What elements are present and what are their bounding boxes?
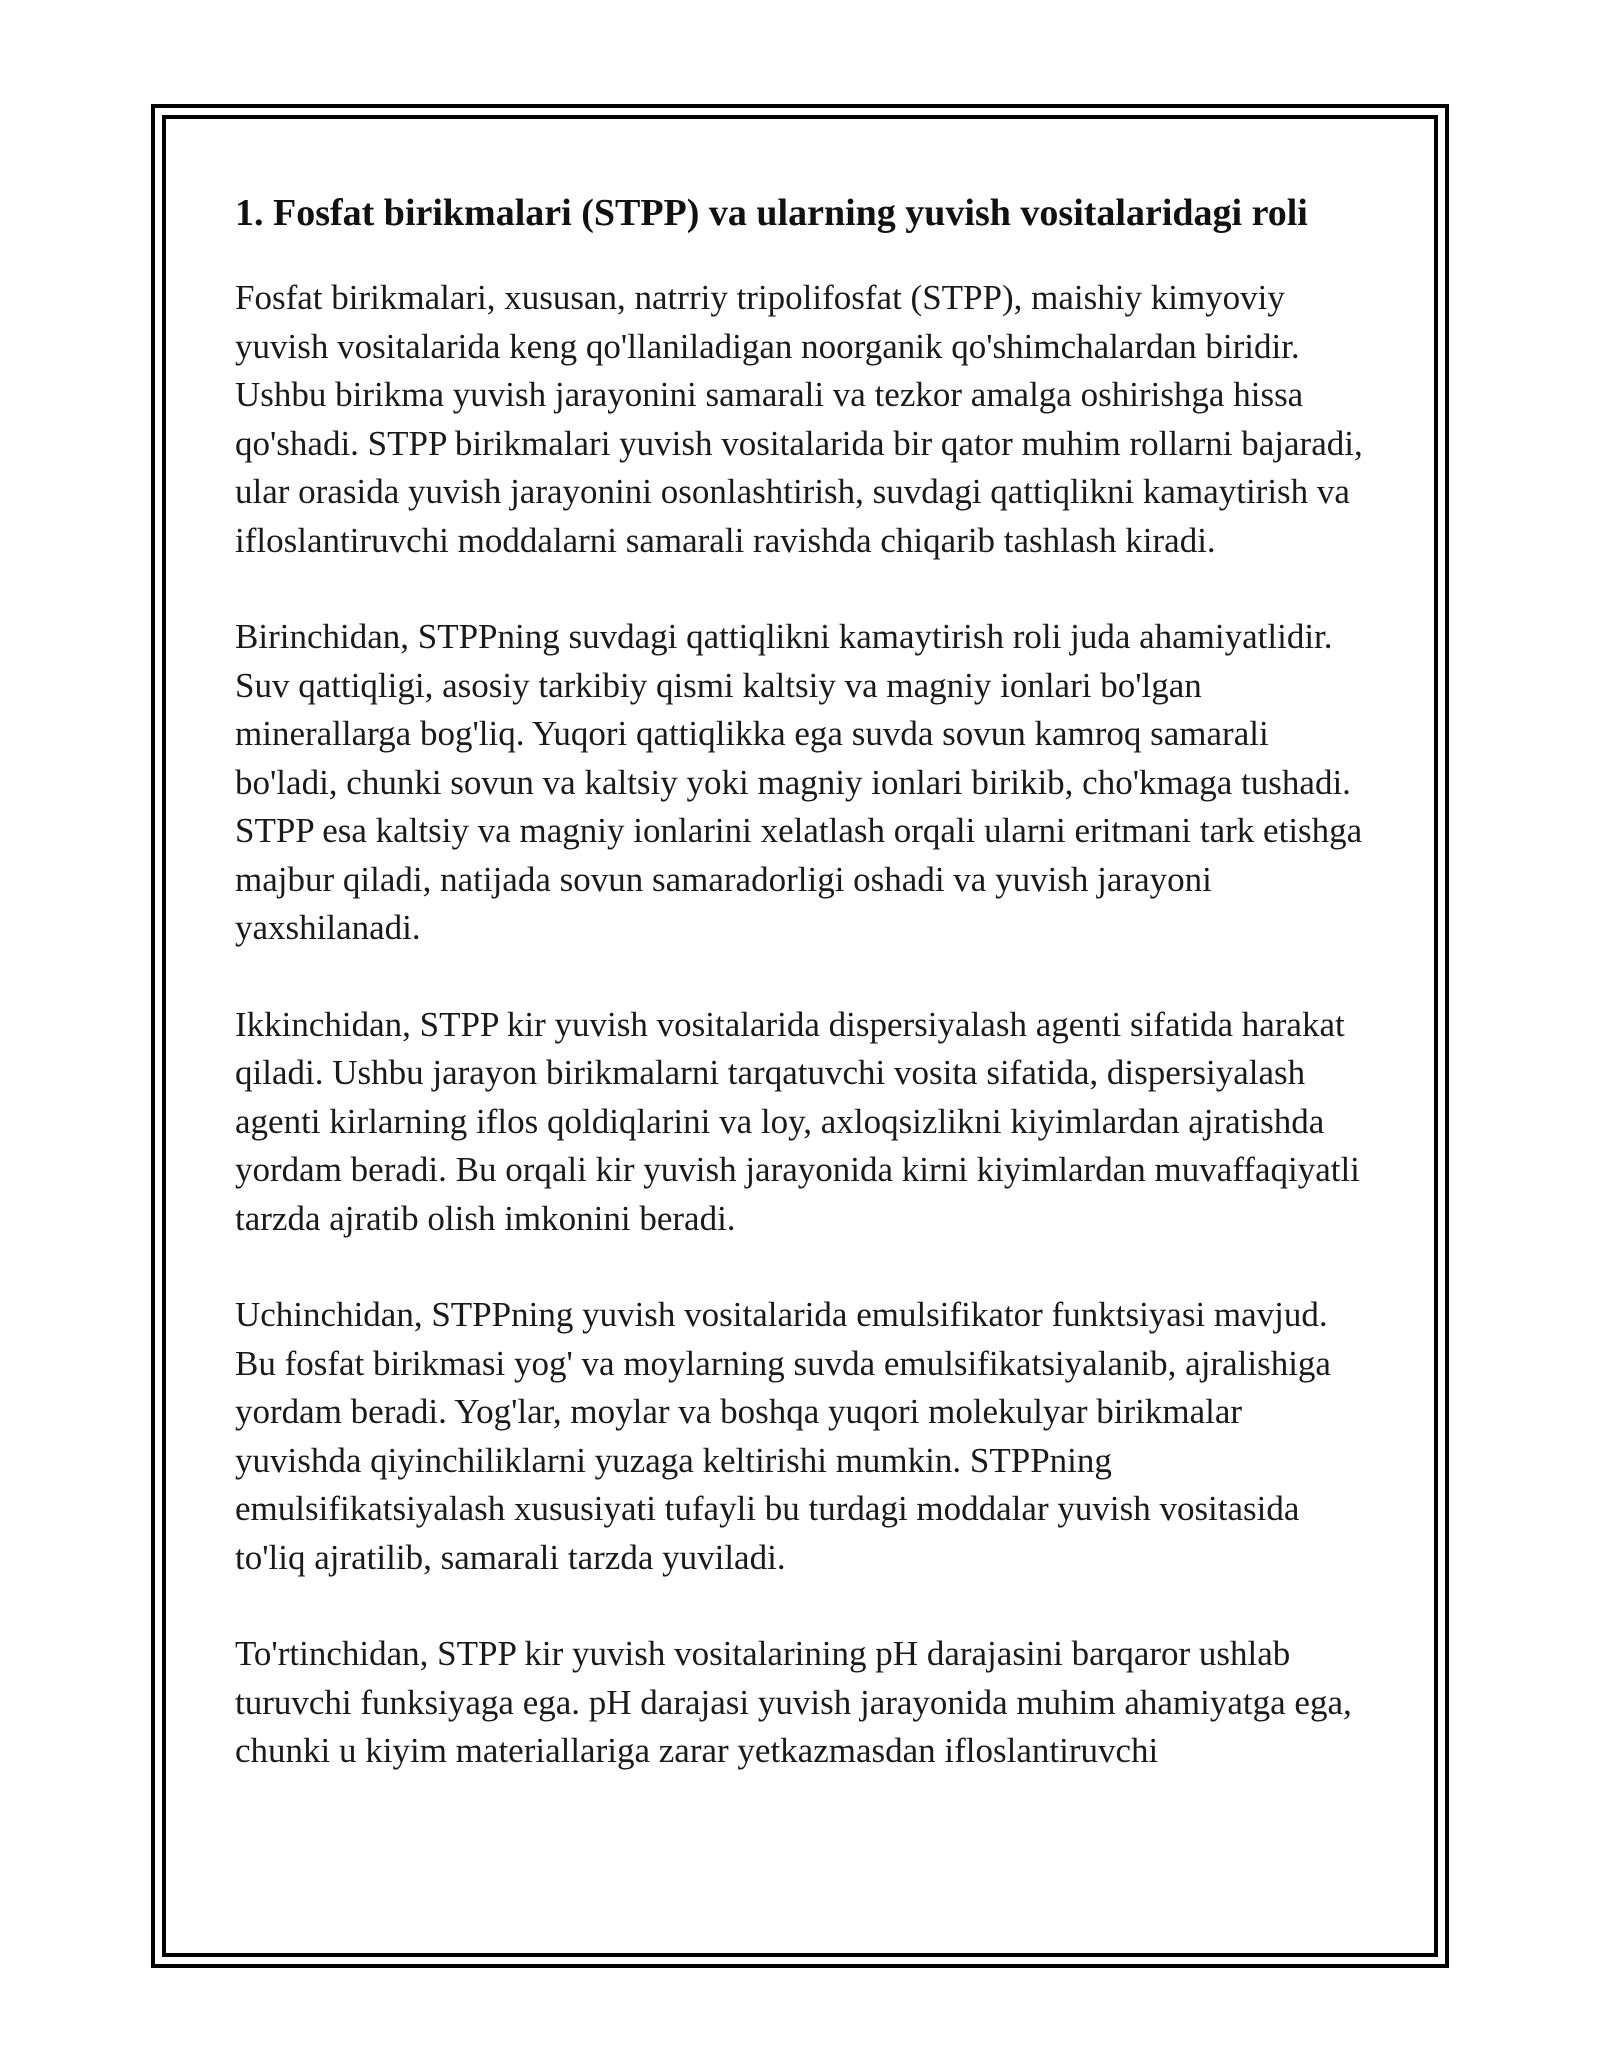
paragraph-fourth-role: To'rtinchidan, STPP kir yuvish vositalarining pH darajasini barqaror ushlab turuvchi funksiyaga ega. pH darajasi yuvish jarayonida muhim ahamiyatga ega, chunki u kiyim materiallariga zarar yetkazmasdan ifloslantiruvchi <box>235 1634 1352 1770</box>
paragraph-intro: Fosfat birikmalari, xususan, natrriy tripolifosfat (STPP), maishiy kimyoviy yuvish vositalarida keng qo'llaniladigan noorganik qo'shimchalardan biridir. Ushbu birikma yuvish jarayonini samarali va tezkor amalga oshirishga hissa qo'shadi. STPP birikmalari yuvish vositalarida bir qator muhim rollarni bajaradi, ular orasida yuvish jarayonini osonlashtirish, suvdagi qattiqlikni kamaytirish va ifloslantiruvchi moddalarni samarali ravishda chiqarib tashlash kiradi. <box>235 278 1363 560</box>
document-body <box>235 186 1365 1776</box>
paragraph-third-role: Uchinchidan, STPPning yuvish vositalarida emulsifikator funktsiyasi mavjud. Bu fosfat birikmasi yog' va moylarning suvda emulsifikatsiyalanib, ajralishiga yordam beradi. Yog'lar, moylar va boshqa yuqori molekulyar birikmalar yuvishda qiyinchiliklarni yuzaga keltirishi mumkin. STPPning emulsifikatsiyalash xususiyati tufayli bu turdagi moddalar yuvish vositasida to'liq ajratilib, samarali tarzda yuviladi. <box>235 1295 1331 1577</box>
section-heading: 1. Fosfat birikmalari (STPP) va ularning yuvish vositalaridagi roli <box>235 192 1308 234</box>
paragraph-second-role: Ikkinchidan, STPP kir yuvish vositalarida dispersiyalash agenti sifatida harakat qiladi. Ushbu jarayon birikmalarni tarqatuvchi vosita sifatida, dispersiyalash agenti kirlarning iflos qoldiqlarini va loy, axloqsizlikni kiyimlardan ajratishda yordam beradi. Bu orqali kir yuvish jarayonida kirni kiyimlardan muvaffaqiyatli tarzda ajratib olish imkonini beradi. <box>235 1004 1360 1238</box>
paragraph-first-role: Birinchidan, STPPning suvdagi qattiqlikni kamaytirish roli juda ahamiyatlidir. Suv qattiqligi, asosiy tarkibiy qismi kaltsiy va magniy ionlari bo'lgan minerallarga bog'liq. Yuqori qattiqlikka ega suvda sovun kamroq samarali bo'ladi, chunki sovun va kaltsiy yoki magniy ionlari birikib, cho'kmaga tushadi. STPP esa kaltsiy va magniy ionlarini xelatlash orqali ularni eritmani tark etishga majbur qiladi, natijada sovun samaradorligi oshadi va yuvish jarayoni yaxshilanadi. <box>235 617 1363 947</box>
